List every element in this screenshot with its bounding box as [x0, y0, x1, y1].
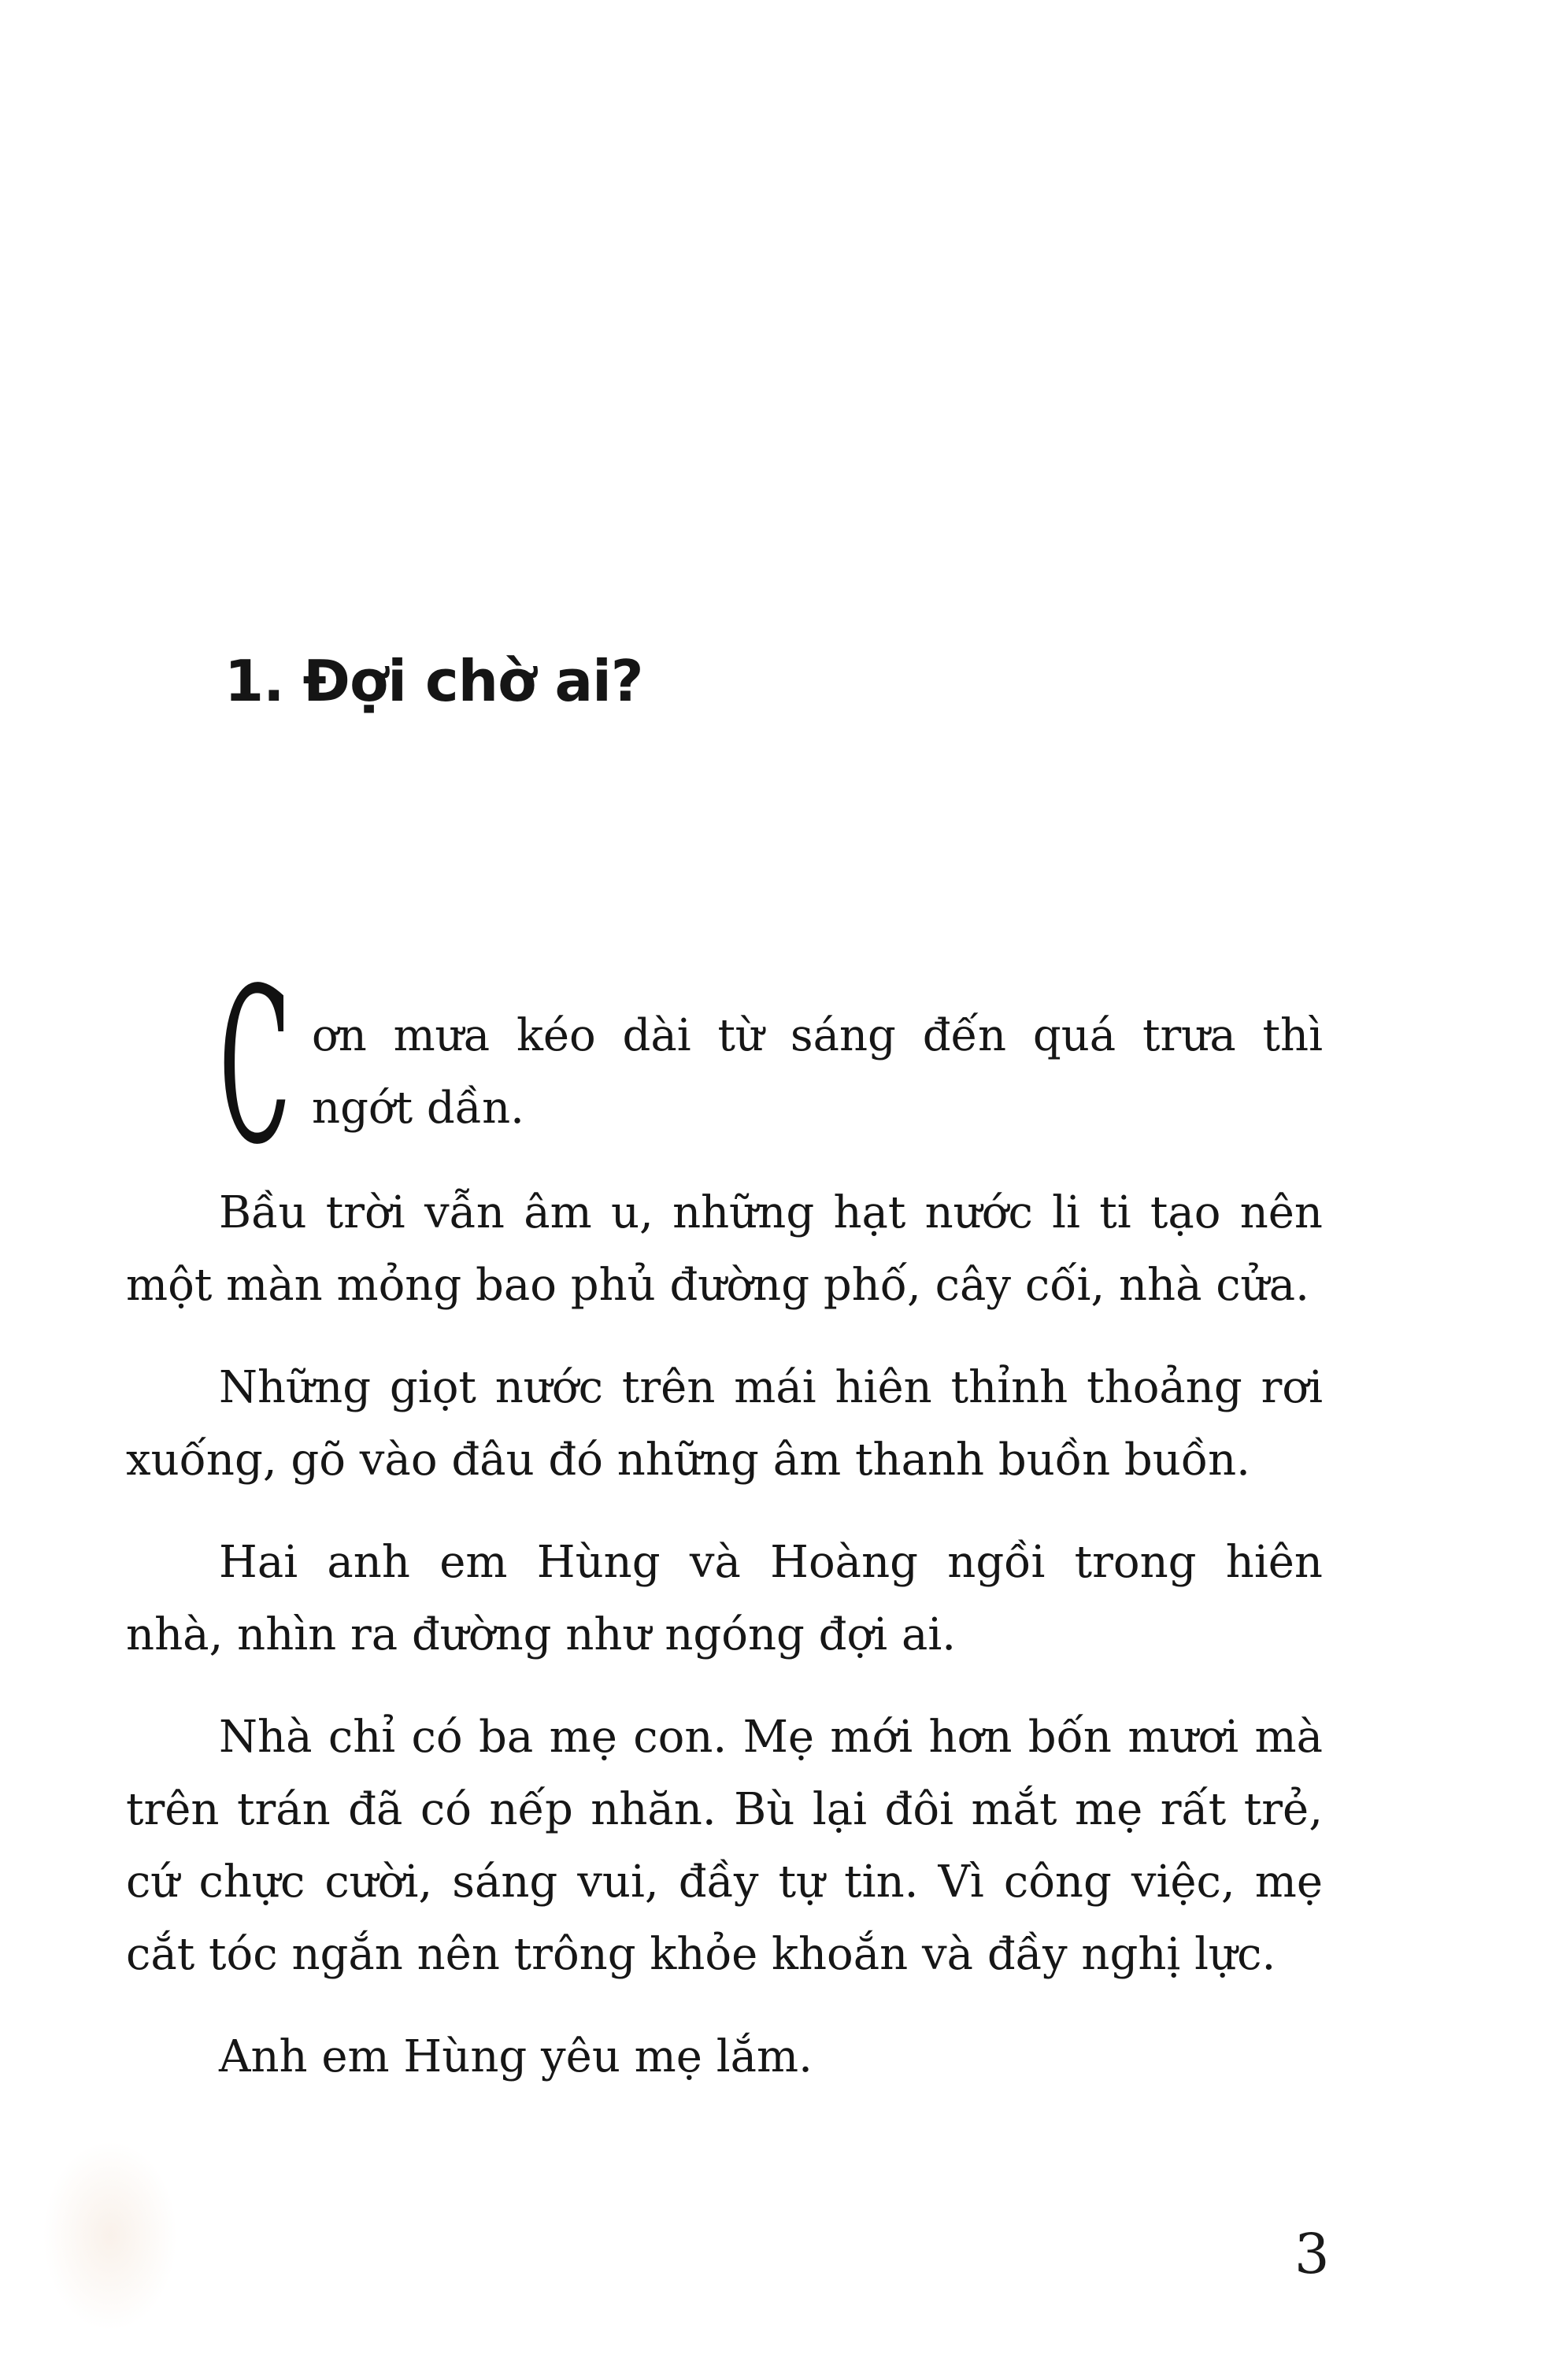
drop-cap-letter: C [219, 943, 291, 1192]
text-line: trên trán đã có nếp nhăn. Bù lại đôi mắt mẹ rất trẻ, [126, 1784, 1323, 1835]
page-number: 3 [1294, 2222, 1330, 2286]
text-line: Bầu trời vẫn âm u, những hạt nước li ti tạo nên [219, 1187, 1323, 1238]
text-line: Những giọt nước trên mái hiên thỉnh thoảng rơi [219, 1362, 1323, 1413]
text-line: nhà, nhìn ra đường như ngóng đợi ai. [126, 1609, 957, 1660]
scan-smudge [43, 2141, 177, 2330]
text-line: cắt tóc ngắn nên trông khỏe khoắn và đầy nghị lực. [126, 1929, 1276, 1980]
paragraph [126, 1177, 1323, 1322]
paragraph [126, 1527, 1323, 1671]
text-line: cứ chực cười, sáng vui, đầy tự tin. Vì công việc, mẹ [126, 1856, 1323, 1908]
text-line: ngớt dần. [312, 1083, 524, 1134]
drop-cap [219, 943, 291, 1192]
paragraph [126, 1701, 1323, 1991]
text-line: xuống, gõ vào đâu đó những âm thanh buồn buồn. [126, 1434, 1250, 1486]
text-line: Anh em Hùng yêu mẹ lắm. [219, 2031, 813, 2082]
text-line: Nhà chỉ có ba mẹ con. Mẹ mới hơn bốn mươi mà [219, 1712, 1323, 1763]
paragraph [126, 2021, 1323, 2093]
body-text [126, 943, 1323, 2123]
paragraph [126, 1352, 1323, 1497]
paragraph-opening [126, 943, 1323, 1192]
text-line: ơn mưa kéo dài từ sáng đến quá trưa thì [312, 1010, 1323, 1061]
text-line: Hai anh em Hùng và Hoàng ngồi trong hiên [219, 1537, 1323, 1588]
chapter-title: 1. Đợi chờ ai? [224, 648, 643, 714]
text-line: một màn mỏng bao phủ đường phố, cây cối, nhà cửa. [126, 1260, 1309, 1311]
